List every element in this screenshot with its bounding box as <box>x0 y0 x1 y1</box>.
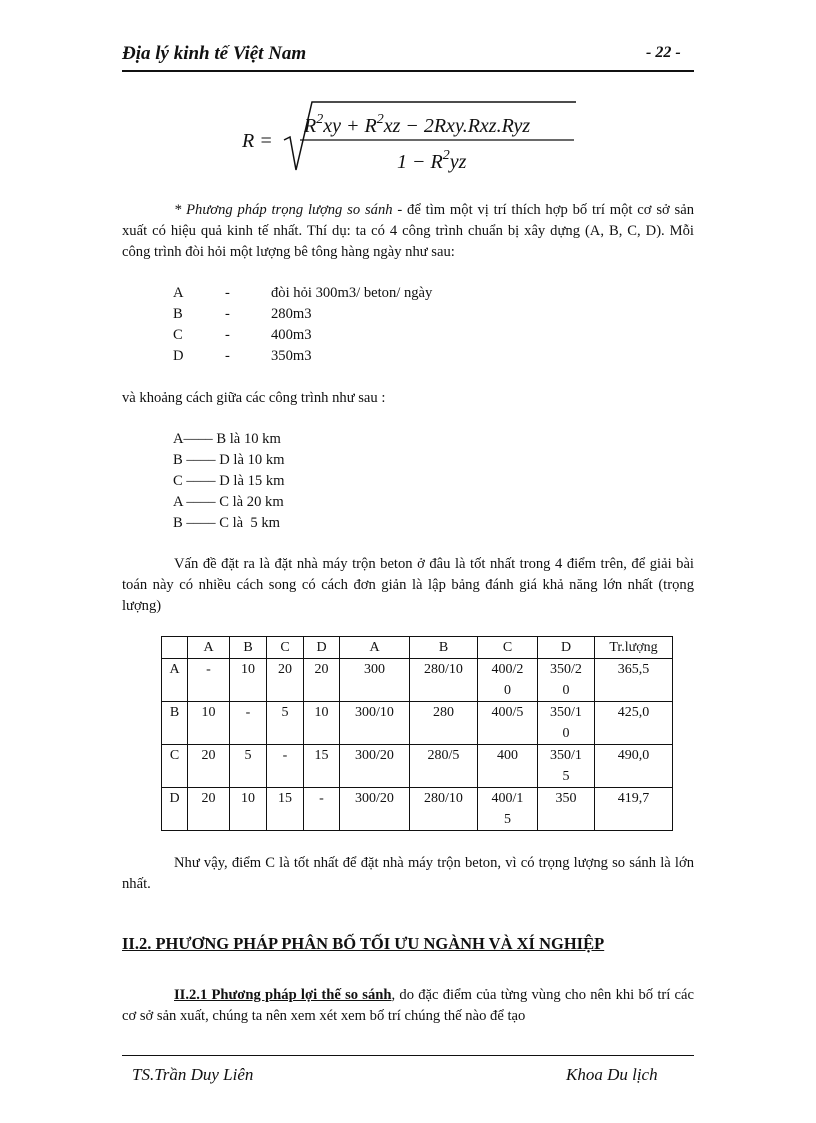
table-cell: 350/1 0 <box>538 702 595 745</box>
table-cell: 5 <box>230 745 267 788</box>
list-item: B –––– D là 10 km <box>173 452 285 468</box>
list-item: D - 350m3 <box>173 348 312 364</box>
formula-numerator: $R^2xy + R^2xz - 2Rxy.Rxz.Ryz$ <box>304 112 531 137</box>
table-cell: 20 <box>188 745 230 788</box>
table-cell: 425,0 <box>595 702 673 745</box>
list-item: B –––– C là 5 km <box>173 515 281 531</box>
table-cell: 20 <box>267 659 304 702</box>
subsection-paragraph <box>122 985 694 1027</box>
table-cell: - <box>267 745 304 788</box>
table-row <box>162 745 673 788</box>
subsection-title: II.2.1 Phương pháp lợi thế so sánh <box>174 987 392 1003</box>
header-cell: A <box>188 637 230 659</box>
table-cell: 20 <box>188 788 230 831</box>
list-item: C –––– D là 15 km <box>173 473 285 489</box>
table-cell: 280 <box>410 702 478 745</box>
footer-author: TS.Trần Duy Liên <box>132 1065 254 1084</box>
table-cell: - <box>188 659 230 702</box>
table-cell: 400/2 0 <box>478 659 538 702</box>
table-cell: 15 <box>304 745 340 788</box>
list-item: C - 400m3 <box>173 327 312 343</box>
table-cell: A <box>162 659 188 702</box>
list-item: B - 280m3 <box>173 306 312 322</box>
formula-denominator: $1 - R^2yz$ <box>397 148 467 173</box>
table-cell: C <box>162 745 188 788</box>
header-cell: B <box>230 637 267 659</box>
table-cell: 350 <box>538 788 595 831</box>
header-cell: Tr.lượng <box>595 637 673 659</box>
table-cell: 280/5 <box>410 745 478 788</box>
table-cell: 300 <box>340 659 410 702</box>
correlation-formula <box>232 92 592 182</box>
problem-paragraph: Vấn đề đặt ra là đặt nhà máy trộn beton ở đâu là tốt nhất trong 4 điểm trên, để giải bài toán này có nhiều cách song có cách đơn giản là lập bảng đánh giá khả năng lớn nhất (trọng lượng) <box>122 556 694 614</box>
table-cell: - <box>230 702 267 745</box>
table-cell: 280/10 <box>410 659 478 702</box>
table-cell: 300/20 <box>340 788 410 831</box>
table-cell: 10 <box>304 702 340 745</box>
table-cell: 10 <box>230 659 267 702</box>
table-cell: B <box>162 702 188 745</box>
table-cell: 300/10 <box>340 702 410 745</box>
table-header-row <box>162 637 673 659</box>
method-text: - để tìm một vị trí thích hợp bố trí một cơ sở sản xuất có hiệu quả kinh tế nhất. Thí dụ: ta có 4 công trình chuẩn bị xây dựng (A, B, C, D). Mỗi công trình đòi hỏi một lượng bê tông hàng ngày như sau: <box>122 202 694 260</box>
table-cell: 10 <box>188 702 230 745</box>
table-cell: 400 <box>478 745 538 788</box>
list-item: A–––– B là 10 km <box>173 431 281 447</box>
table-cell: - <box>304 788 340 831</box>
table-cell: 350/2 0 <box>538 659 595 702</box>
list-item: A –––– C là 20 km <box>173 494 284 510</box>
header-cell: B <box>410 637 478 659</box>
table-row <box>162 659 673 702</box>
header-title: Địa lý kinh tế Việt Nam <box>122 43 307 64</box>
table-cell: 20 <box>304 659 340 702</box>
header-cell: A <box>340 637 410 659</box>
table-cell: 280/10 <box>410 788 478 831</box>
distance-list <box>173 429 284 534</box>
table-cell: 15 <box>267 788 304 831</box>
table-cell: 350/1 5 <box>538 745 595 788</box>
subsection-text: , do đặc điểm của từng vùng cho nên khi bố trí các cơ sở sản xuất, chúng ta nên xem xét xem bố trí chúng thế nào để tạo <box>122 987 694 1024</box>
table-cell: D <box>162 788 188 831</box>
distance-intro: và khoảng cách giữa các công trình như sau : <box>122 390 386 406</box>
header-cell: D <box>538 637 595 659</box>
header-cell: D <box>304 637 340 659</box>
table-cell: 365,5 <box>595 659 673 702</box>
table-row <box>162 702 673 745</box>
requirements-list <box>173 283 432 367</box>
header-cell: C <box>478 637 538 659</box>
table-cell: 419,7 <box>595 788 673 831</box>
list-item: A - đòi hỏi 300m3/ beton/ ngày <box>173 285 433 301</box>
section-heading: II.2. PHƯƠNG PHÁP PHÂN BỐ TỐI ƯU NGÀNH VÀ XÍ NGHIỆP <box>122 934 605 953</box>
header-cell: C <box>267 637 304 659</box>
conclusion-paragraph: Như vậy, điểm C là tốt nhất để đặt nhà máy trộn beton, vì có trọng lượng so sánh là lớn nhất. <box>122 855 694 892</box>
formula-lhs: R = <box>242 130 273 152</box>
table-cell: 300/20 <box>340 745 410 788</box>
table-row <box>162 788 673 831</box>
header-divider <box>122 70 694 72</box>
table-cell: 400/1 5 <box>478 788 538 831</box>
header-cell <box>162 637 188 659</box>
weight-table <box>161 636 673 831</box>
footer-divider <box>122 1055 694 1056</box>
table-cell: 5 <box>267 702 304 745</box>
method-title: * Phương pháp trọng lượng so sánh <box>174 202 393 218</box>
table-cell: 10 <box>230 788 267 831</box>
page-number: - 22 - <box>646 44 681 61</box>
table-cell: 400/5 <box>478 702 538 745</box>
footer-department: Khoa Du lịch <box>566 1065 658 1084</box>
table-cell: 490,0 <box>595 745 673 788</box>
method-paragraph <box>122 200 694 263</box>
